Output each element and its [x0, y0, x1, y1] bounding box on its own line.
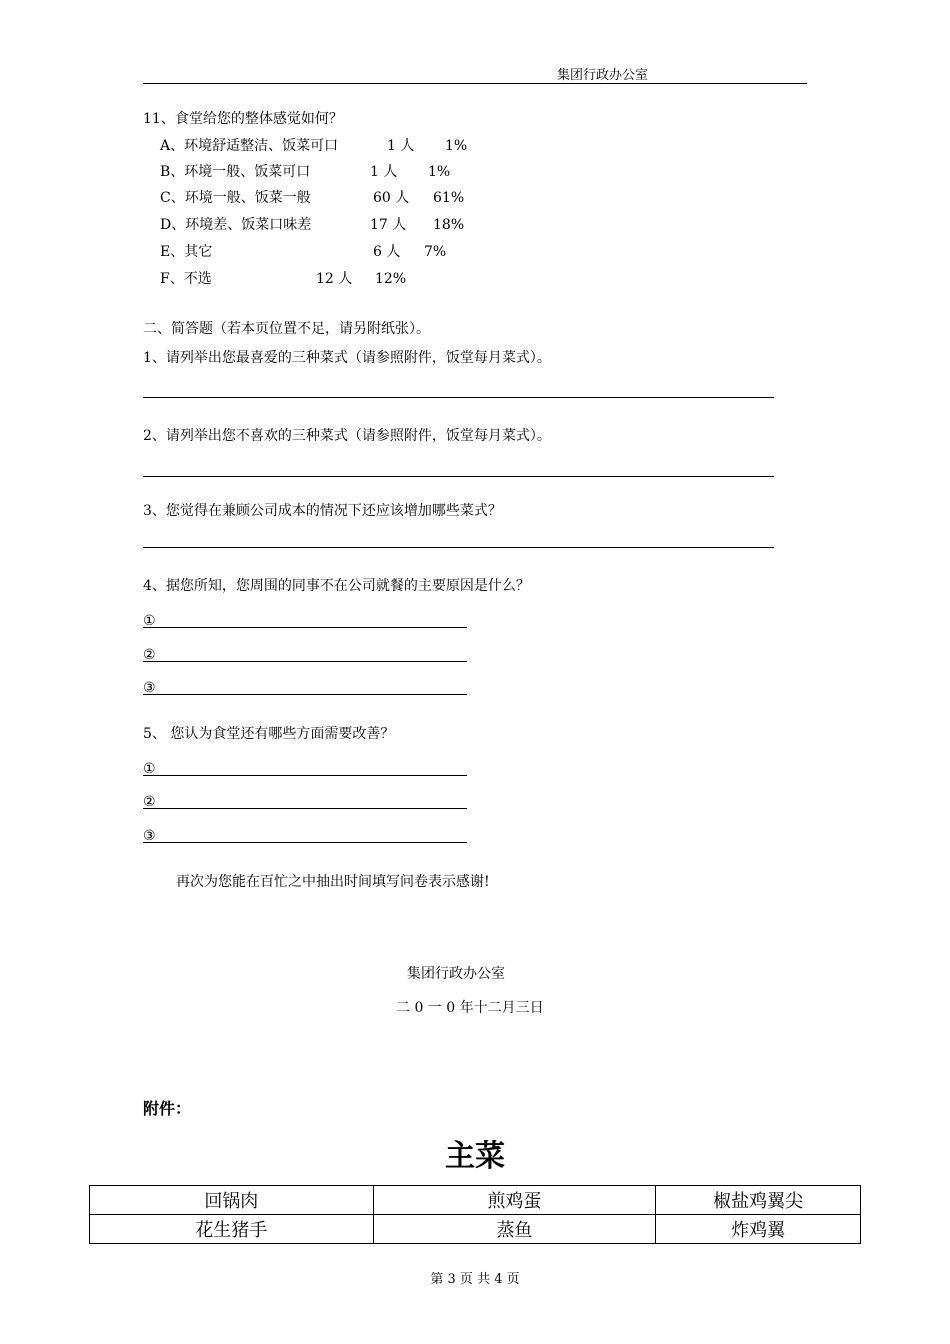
- q5-marker-1: ①: [143, 761, 156, 777]
- q5-answer-line-1[interactable]: [143, 775, 467, 776]
- q11-option-a-pct: 1%: [445, 138, 468, 154]
- q4-marker-2: ②: [143, 647, 156, 663]
- q11-option-d-label: D、环境差、饭菜口味差: [160, 217, 312, 233]
- q4-answer-line-1[interactable]: [143, 627, 467, 628]
- question-5: 5、 您认为食堂还有哪些方面需要改善？: [143, 726, 395, 742]
- header-rule: [143, 83, 807, 84]
- table-cell: 回锅肉: [90, 1186, 374, 1215]
- answer-line-2[interactable]: [143, 476, 774, 477]
- q11-option-e-pct: 7%: [424, 244, 447, 260]
- table-cell: 蒸鱼: [373, 1215, 656, 1244]
- q4-marker-1: ①: [143, 613, 156, 629]
- q11-option-f-label: F、不选: [160, 271, 212, 287]
- answer-line-3[interactable]: [143, 547, 774, 548]
- q11-option-e-label: E、其它: [160, 244, 213, 260]
- q5-answer-line-3[interactable]: [143, 842, 467, 843]
- q11-option-e-count: 6 人: [373, 244, 401, 260]
- question-3: 3、您觉得在兼顾公司成本的情况下还应该增加哪些菜式？: [143, 503, 502, 519]
- table-row: [90, 1186, 861, 1215]
- q11-option-d-pct: 18%: [433, 217, 465, 233]
- appendix-title: 主菜: [445, 1139, 505, 1174]
- q11-option-b-label: B、环境一般、饭菜可口: [160, 164, 311, 180]
- q5-answer-line-2[interactable]: [143, 808, 467, 809]
- question-2: 2、请列举出您不喜欢的三种菜式（请参照附件，饭堂每月菜式）。: [143, 428, 551, 444]
- q11-option-c-label: C、环境一般、饭菜一般: [160, 190, 311, 206]
- q5-marker-3: ③: [143, 828, 156, 844]
- q11-option-a-count: 1 人: [387, 138, 415, 154]
- question-4: 4、据您所知，您周围的同事不在公司就餐的主要原因是什么？: [143, 578, 530, 594]
- q11-option-c-count: 60 人: [373, 190, 410, 206]
- q11-option-f-count: 12 人: [316, 271, 353, 287]
- q5-marker-2: ②: [143, 794, 156, 810]
- header-org: 集团行政办公室: [557, 68, 649, 83]
- q11-option-b-count: 1 人: [370, 164, 398, 180]
- answer-line-1[interactable]: [143, 397, 774, 398]
- page-number: 第 3 页 共 4 页: [430, 1272, 520, 1287]
- q11-option-b-pct: 1%: [428, 164, 451, 180]
- signature-date: 二 0 一 0 年十二月三日: [396, 1000, 544, 1016]
- q4-answer-line-3[interactable]: [143, 694, 467, 695]
- appendix-label: 附件：: [143, 1099, 192, 1118]
- q11-option-f-pct: 12%: [375, 271, 407, 287]
- q4-marker-3: ③: [143, 680, 156, 696]
- section2-title: 二、简答题（若本页位置不足，请另附纸张）。: [143, 321, 430, 337]
- table-cell: 椒盐鸡翼尖: [656, 1186, 861, 1215]
- q11-option-c-pct: 61%: [433, 190, 465, 206]
- q11-option-d-count: 17 人: [370, 217, 407, 233]
- question-1: 1、请列举出您最喜爱的三种菜式（请参照附件，饭堂每月菜式）。: [143, 350, 551, 366]
- q4-answer-line-2[interactable]: [143, 661, 467, 662]
- table-row: [90, 1215, 861, 1244]
- q11-question: 11、食堂给您的整体感觉如何？: [143, 111, 343, 127]
- thanks-text: 再次为您能在百忙之中抽出时间填写问卷表示感谢!: [176, 874, 490, 890]
- table-cell: 花生猪手: [90, 1215, 374, 1244]
- dish-table: [89, 1185, 861, 1244]
- signature-org: 集团行政办公室: [407, 966, 505, 982]
- table-cell: 炸鸡翼: [656, 1215, 861, 1244]
- q11-option-a-label: A、环境舒适整洁、饭菜可口: [160, 138, 339, 154]
- table-cell: 煎鸡蛋: [373, 1186, 656, 1215]
